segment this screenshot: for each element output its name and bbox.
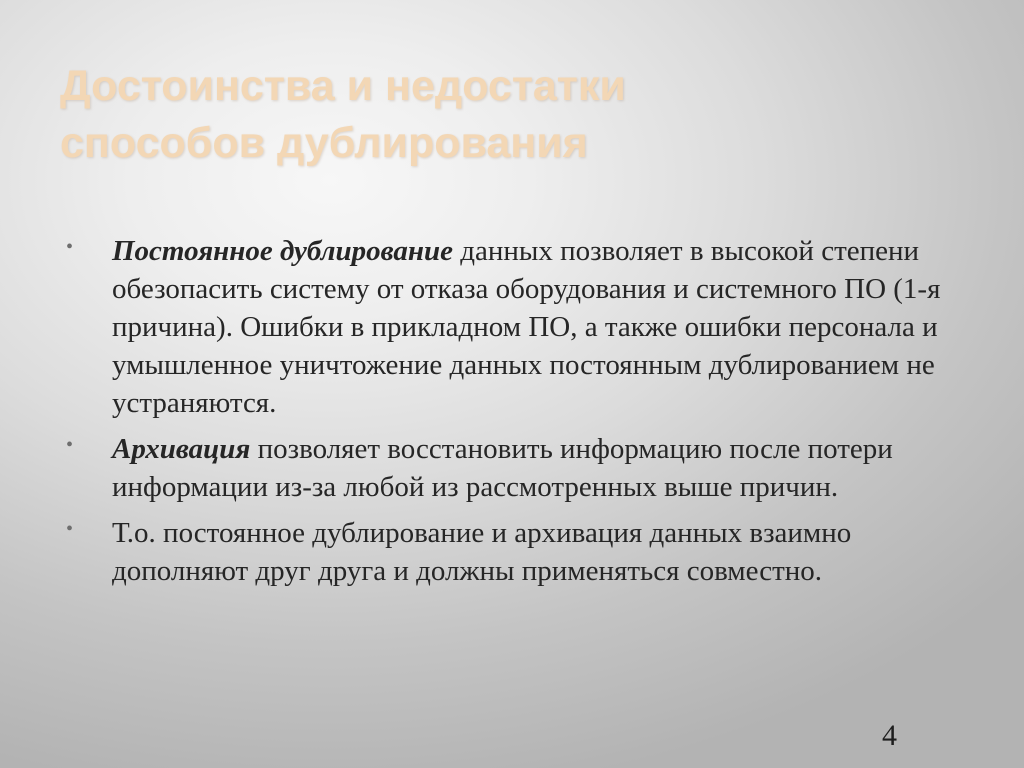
bullet-item-constant-duplication	[66, 232, 966, 422]
bullet-text	[112, 433, 893, 503]
bullet-list	[66, 232, 966, 598]
bullet-item-conclusion	[66, 514, 966, 590]
bullet-body: Т.о. постоянное дублирование и архивация данных взаимно дополняют друг друга и должны применяться совместно.	[112, 517, 852, 587]
bullet-dot-icon: •	[66, 518, 74, 540]
bullet-emphasis: Постоянное дублирование	[112, 235, 453, 267]
slide-title-line-2: способов дублирования	[60, 119, 588, 167]
bullet-text	[112, 517, 851, 587]
bullet-body: данных позволяет в высокой степени обезопасить систему от отказа оборудования и системного ПО (1-я причина). Ошибки в прикладном ПО, а также ошибки персонала и умышленное уничтожение данных постоянным дублированием не устраняются.	[112, 235, 941, 419]
slide-title-line-1: Достоинства и недостатки	[60, 62, 626, 110]
bullet-emphasis: Архивация	[112, 433, 251, 465]
bullet-item-archiving	[66, 430, 966, 506]
bullet-text	[112, 235, 940, 419]
bullet-body: позволяет восстановить информацию после потери информации из-за любой из рассмотренных выше причин.	[112, 433, 893, 503]
bullet-dot-icon: •	[66, 434, 74, 456]
slide-title	[60, 58, 860, 172]
bullet-dot-icon: •	[66, 236, 74, 258]
page-number: 4	[882, 719, 897, 752]
